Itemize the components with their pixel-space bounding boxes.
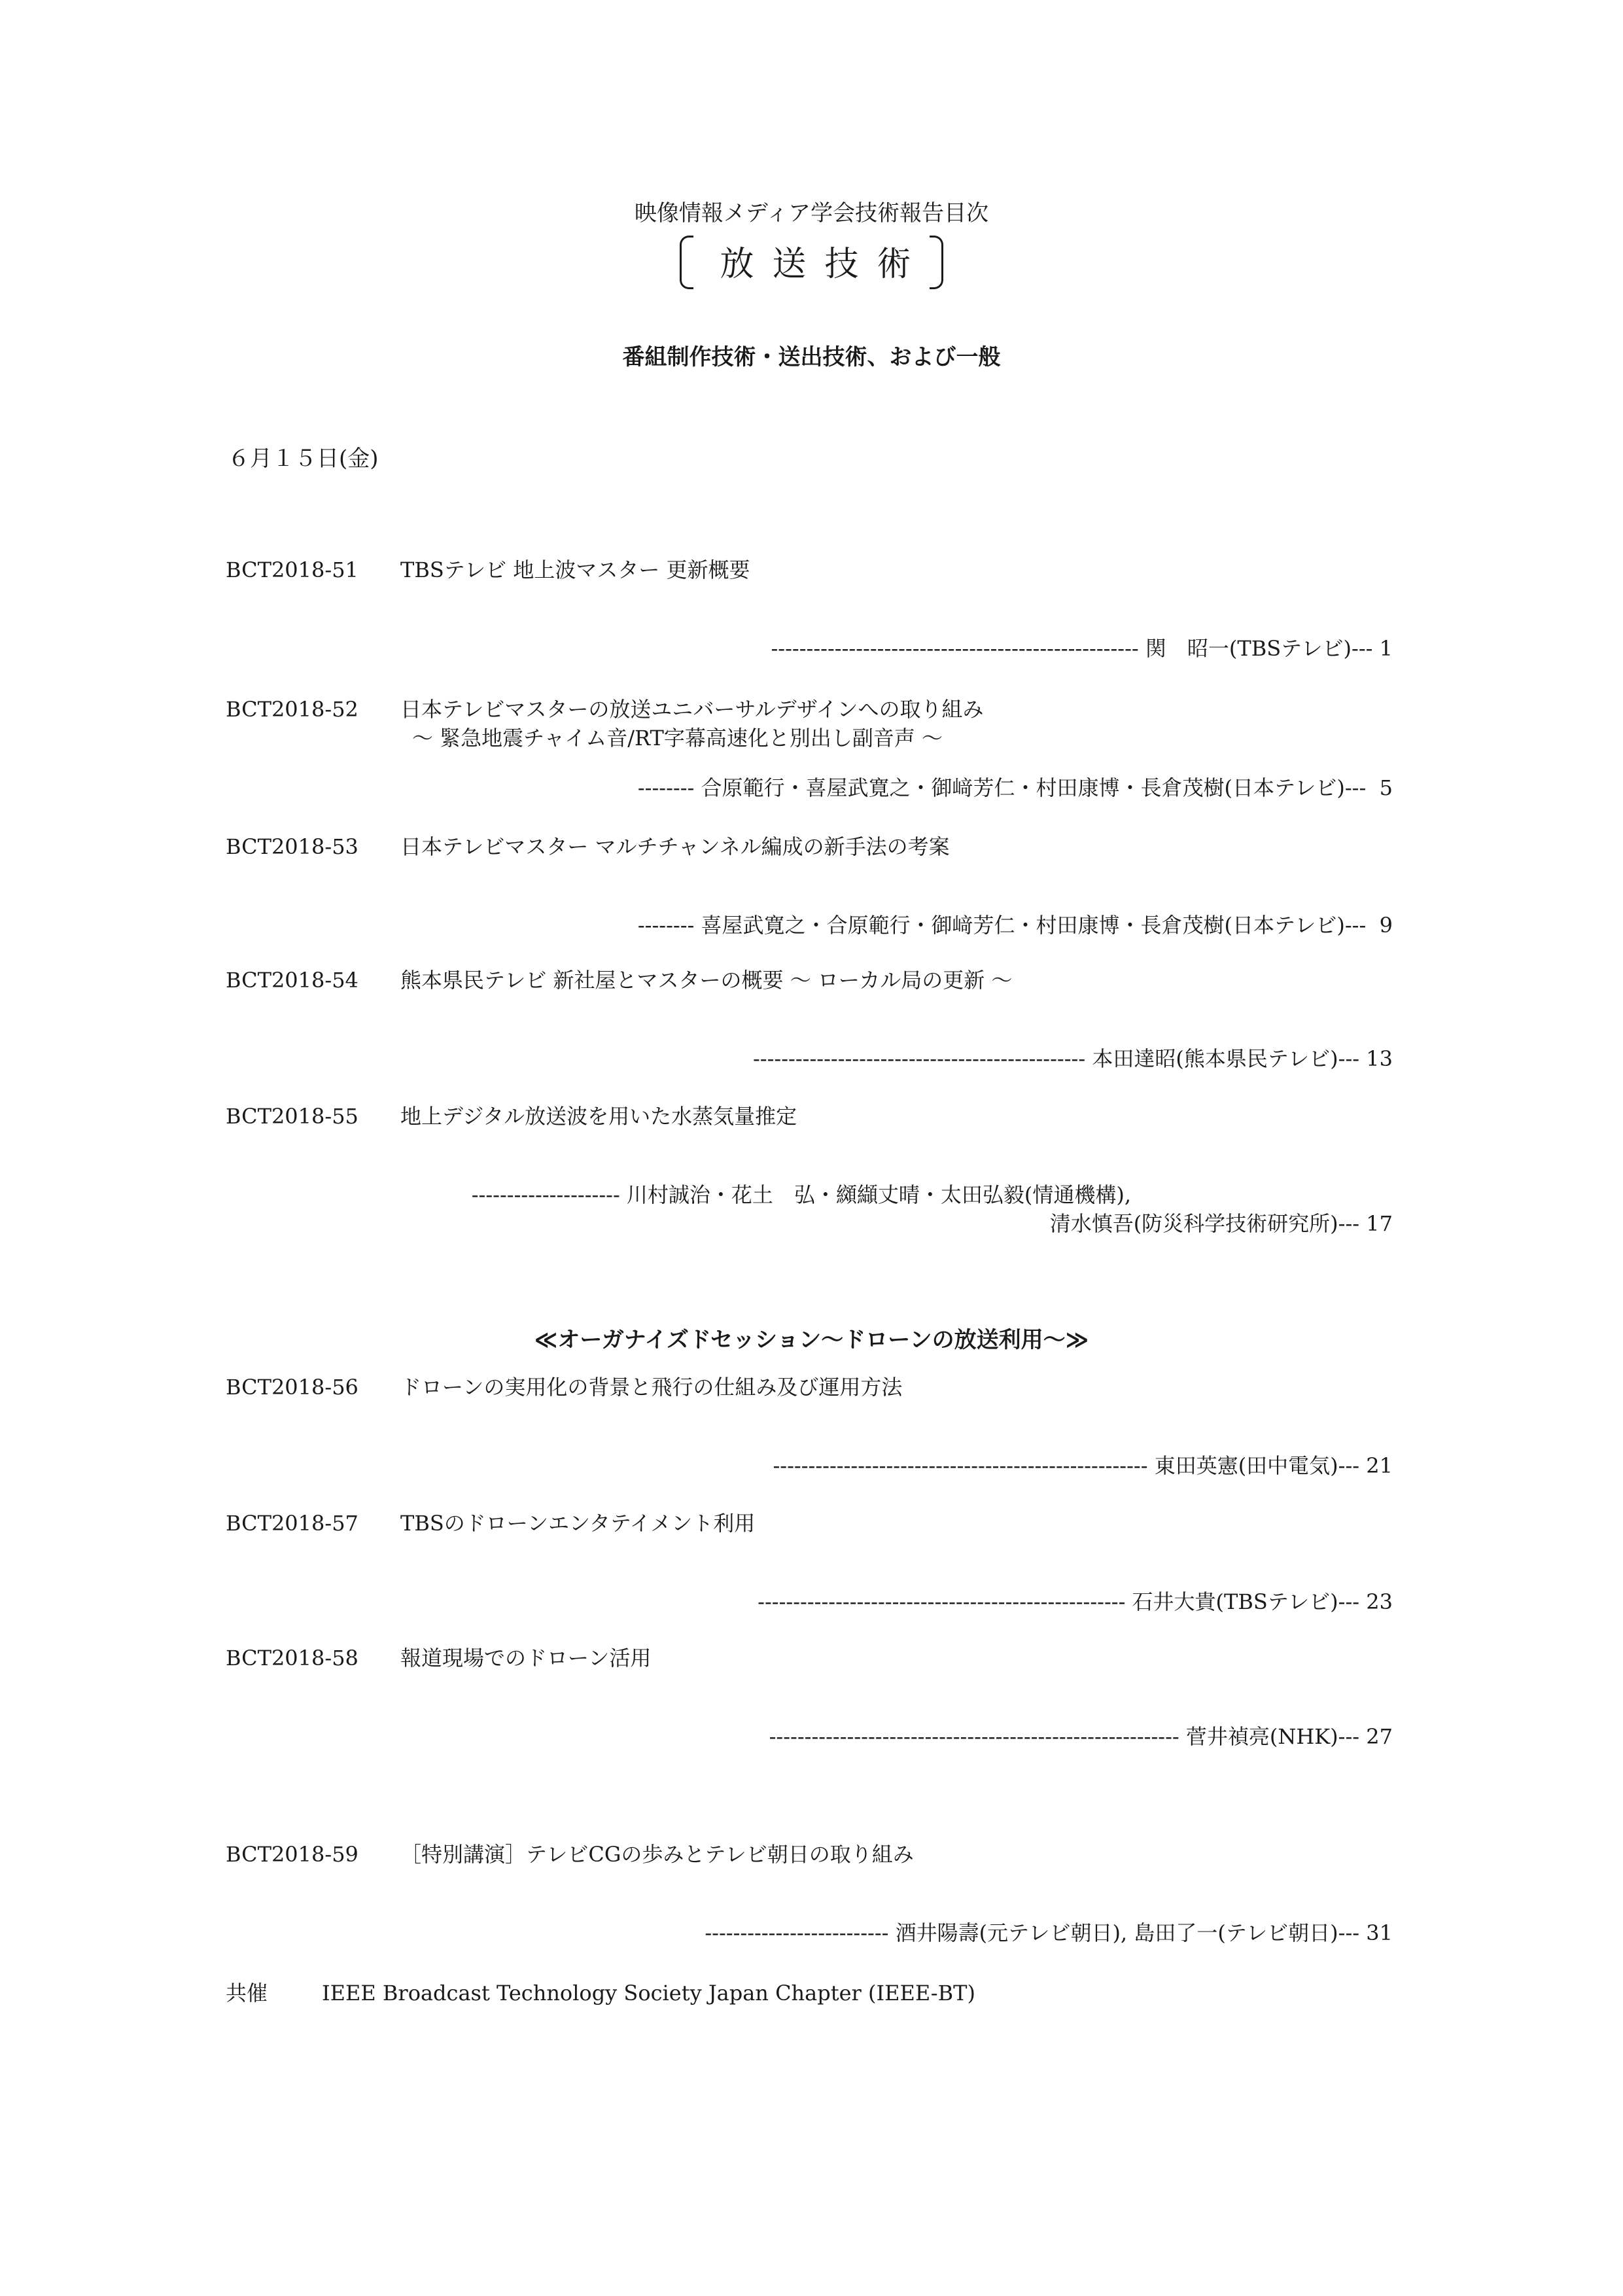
dot-leader: -------- <box>637 913 695 938</box>
entry-authors: 川村誠治・花土 弘・纐纈丈晴・太田弘毅(情通機構), <box>626 1182 1132 1207</box>
organized-session-heading: ≪オーガナイズドセッション～ドローンの放送利用～≫ <box>534 1327 1089 1353</box>
entry-code: BCT2018-56 <box>226 1375 358 1400</box>
entry-byline-2 <box>1023 1192 1393 1255</box>
entry-page: 21 <box>1366 1453 1393 1478</box>
left-bracket <box>680 236 693 289</box>
dot-leader: ----------------------------------------------------- <box>773 1453 1148 1478</box>
entry-code: BCT2018-51 <box>226 557 358 582</box>
right-bracket <box>930 236 943 289</box>
entry-page: 5 <box>1379 775 1393 800</box>
entry-subtitle: ～ 緊急地震チャイム音/RT字幕高速化と別出し副音声 ～ <box>412 726 943 751</box>
section-title: 放送技術 <box>720 244 930 284</box>
entry-code: BCT2018-58 <box>226 1646 358 1670</box>
dot-leader: -------------------------- <box>705 1920 889 1945</box>
entry-byline <box>611 756 1393 819</box>
entry-page: 9 <box>1379 913 1393 938</box>
entry-byline <box>731 1570 1393 1633</box>
entry-title: 地上デジタル放送波を用いた水蒸気量推定 <box>400 1104 797 1129</box>
entry-authors: 喜屋武寛之・合原範行・御﨑芳仁・村田康博・長倉茂樹(日本テレビ)--- <box>701 913 1367 938</box>
dot-leader: --------------------- <box>471 1182 620 1207</box>
entry-authors: 菅井禎亮(NHK)--- <box>1185 1724 1360 1749</box>
entry-title: 日本テレビマスター マルチチャンネル編成の新手法の考案 <box>400 834 950 859</box>
session-date: ６月１５日(金) <box>228 446 379 472</box>
dot-leader: ---------------------------------------------------- <box>771 636 1139 661</box>
dot-leader: ---------------------------------------------------- <box>758 1589 1126 1614</box>
dot-leader: ---------------------------------------------------------- <box>769 1724 1179 1749</box>
entry-title: TBSテレビ 地上波マスター 更新概要 <box>400 557 750 582</box>
cosponsor-text: IEEE Broadcast Technology Society Japan Chapter (IEEE-BT) <box>322 1981 975 2005</box>
entry-title: 熊本県民テレビ 新社屋とマスターの概要 ～ ローカル局の更新 ～ <box>400 968 1013 993</box>
entry-byline <box>742 1705 1393 1768</box>
entry-authors: 関 昭一(TBSテレビ)--- <box>1145 636 1373 661</box>
entry-title: ［特別講演］テレビCGの歩みとテレビ朝日の取り組み <box>400 1842 914 1867</box>
entry-code: BCT2018-55 <box>226 1104 358 1129</box>
entry-byline <box>726 1027 1393 1090</box>
report-series-title: 映像情報メディア学会技術報告目次 <box>634 200 989 226</box>
entry-authors: 合原範行・喜屋武寛之・御﨑芳仁・村田康博・長倉茂樹(日本テレビ)--- <box>701 775 1367 800</box>
entry-authors: 清水慎吾(防災科学技術研究所)--- <box>1049 1211 1360 1236</box>
entry-code: BCT2018-53 <box>226 834 358 859</box>
entry-code: BCT2018-54 <box>226 968 358 993</box>
entry-page: 17 <box>1366 1211 1393 1236</box>
entry-authors: 石井大貴(TBSテレビ)--- <box>1132 1589 1360 1614</box>
entry-page: 27 <box>1366 1724 1393 1749</box>
entry-title: 報道現場でのドローン活用 <box>400 1646 652 1670</box>
entry-page: 23 <box>1366 1589 1393 1614</box>
entry-byline <box>744 617 1393 680</box>
entry-authors: 東田英憲(田中電気)--- <box>1154 1453 1360 1478</box>
entry-byline <box>611 894 1393 957</box>
section-subtitle: 番組制作技術・送出技術、および一般 <box>622 344 1001 370</box>
entry-title: ドローンの実用化の背景と飛行の仕組み及び運用方法 <box>400 1375 903 1400</box>
entry-authors: 酒井陽壽(元テレビ朝日), 島田了一(テレビ朝日)--- <box>895 1920 1360 1945</box>
section-title-wrap <box>0 236 1623 289</box>
entry-byline <box>678 1901 1393 1964</box>
entry-title: 日本テレビマスターの放送ユニバーサルデザインへの取り組み <box>400 697 984 722</box>
cosponsor-label: 共催 <box>226 1981 268 2005</box>
entry-byline <box>746 1434 1393 1497</box>
dot-leader: ----------------------------------------------- <box>752 1046 1086 1071</box>
entry-code: BCT2018-57 <box>226 1511 358 1536</box>
entry-code: BCT2018-52 <box>226 697 358 722</box>
entry-authors: 本田達昭(熊本県民テレビ)--- <box>1092 1046 1360 1071</box>
dot-leader: -------- <box>637 775 695 800</box>
entry-page: 1 <box>1379 636 1393 661</box>
entry-page: 13 <box>1366 1046 1393 1071</box>
entry-title: TBSのドローンエンタテイメント利用 <box>400 1511 756 1536</box>
entry-page: 31 <box>1366 1920 1393 1945</box>
entry-code: BCT2018-59 <box>226 1842 358 1867</box>
